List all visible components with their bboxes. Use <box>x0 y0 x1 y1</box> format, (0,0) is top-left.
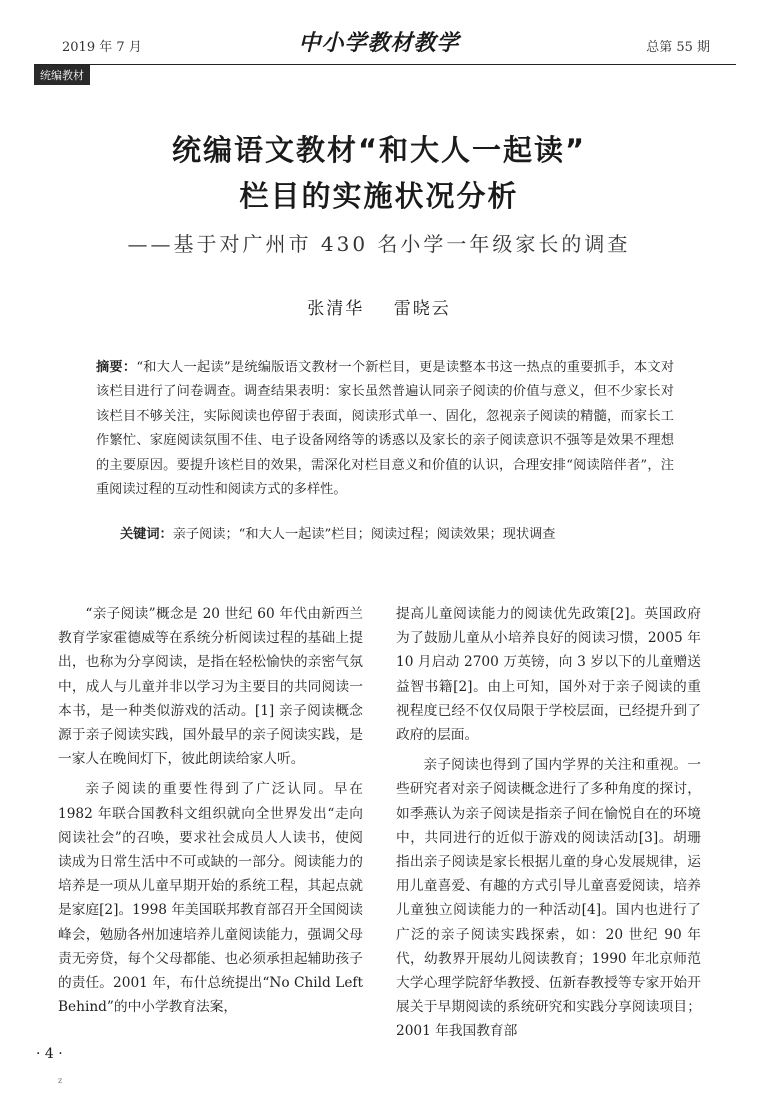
issue-date: 2019 年 7 月 <box>62 40 142 55</box>
page-number: · 4 · <box>36 1046 63 1062</box>
article-title-line2: 栏目的实施状况分析 <box>239 179 519 213</box>
issue-number: 总第 55 期 <box>646 40 710 55</box>
header-rule <box>34 64 736 65</box>
article-title-line1: 统编语文教材“和大人一起读” <box>171 133 587 167</box>
body-column-right <box>396 602 701 1050</box>
authors: 张清华 雷晓云 <box>307 299 451 319</box>
article-subtitle: ——基于对广州市 430 名小学一年级家长的调查 <box>127 232 631 256</box>
footer-mark: z <box>58 1076 63 1085</box>
section-tag: 统编教材 <box>34 65 90 85</box>
paragraph: 亲子阅读的重要性得到了广泛认同。早在 1982 年联合国教科文组织就向全世界发出“走向阅读社会”的召唤，要求社会成员人人读书，使阅读成为日常生活中不可或缺的一部分。阅读能力的培养是一项从儿童早期开始的系统工程，其起点就是家庭[2]。1998 年美国联邦教育部召开全国阅读峰会，勉励各州加速培养儿童阅读能力，强调父母责无旁贷，每个父母都能、也必须承担起辅助孩子的责任。2001 年，布什总统提出“No Child Left Behind”的中小学教育法案， <box>58 781 363 1016</box>
paragraph: “亲子阅读”概念是 20 世纪 60 年代由新西兰教育学家霍德威等在系统分析阅读过程的基础上提出，也称为分享阅读，是指在轻松愉快的亲密气氛中，成人与儿童并非以学习为主要目的共同阅读一本书，是一种类似游戏的活动。[1] 亲子阅读概念源于亲子阅读实践，国外最早的亲子阅读实践，是一家人在晚间灯下，彼此朗读给家人听。 <box>58 606 363 768</box>
keywords-label: 关键词： <box>120 527 173 542</box>
body-column-left <box>58 602 363 1025</box>
keywords-text: 亲子阅读；“和大人一起读”栏目；阅读过程；阅读效果；现状调查 <box>172 527 556 542</box>
journal-logo: 中小学教材教学 <box>298 31 460 56</box>
paragraph: 提高儿童阅读能力的阅读优先政策[2]。英国政府为了鼓励儿童从小培养良好的阅读习惯，2005 年 10 月启动 2700 万英镑，向 3 岁以下的儿童赠送益智书籍[2]。由上可知，国外对于亲子阅读的重视程度已经不仅仅局限于学校层面，已经提升到了政府的层面。 <box>396 606 701 744</box>
keywords <box>120 524 680 546</box>
abstract <box>96 356 674 502</box>
abstract-text: “和大人一起读”是统编版语文教材一个新栏目，更是读整本书这一热点的重要抓手，本文对该栏目进行了问卷调查。调查结果表明：家长虽然普遍认同亲子阅读的价值与意义，但不少家长对该栏目不够关注，实际阅读也停留于表面，阅读形式单一、固化，忽视亲子阅读的精髓，而家长工作繁忙、家庭阅读氛围不佳、电子设备网络等的诱惑以及家长的亲子阅读意识不强等是效果不理想的主要原因。要提升该栏目的效果，需深化对栏目意义和价值的认识，合理安排“阅读陪伴者”，注重阅读过程的互动性和阅读方式的多样性。 <box>96 360 675 498</box>
paragraph: 亲子阅读也得到了国内学界的关注和重视。一些研究者对亲子阅读概念进行了多种角度的探讨，如季燕认为亲子阅读是指亲子间在愉悦自在的环境中，共同进行的近似于游戏的阅读活动[3]。胡珊指出亲子阅读是家长根据儿童的身心发展规律，运用儿童喜爱、有趣的方式引导儿童喜爱阅读，培养儿童独立阅读能力的一种活动[4]。国内也进行了广泛的亲子阅读实践探索，如：20 世纪 90 年代，幼教界开展幼儿阅读教育；1990 年北京师范大学心理学院舒华教授、伍新春教授等专家开始开展关于早期阅读的系统研究和实践分享阅读项目；2001 年我国教育部 <box>396 757 701 1040</box>
abstract-label: 摘要： <box>96 360 137 375</box>
